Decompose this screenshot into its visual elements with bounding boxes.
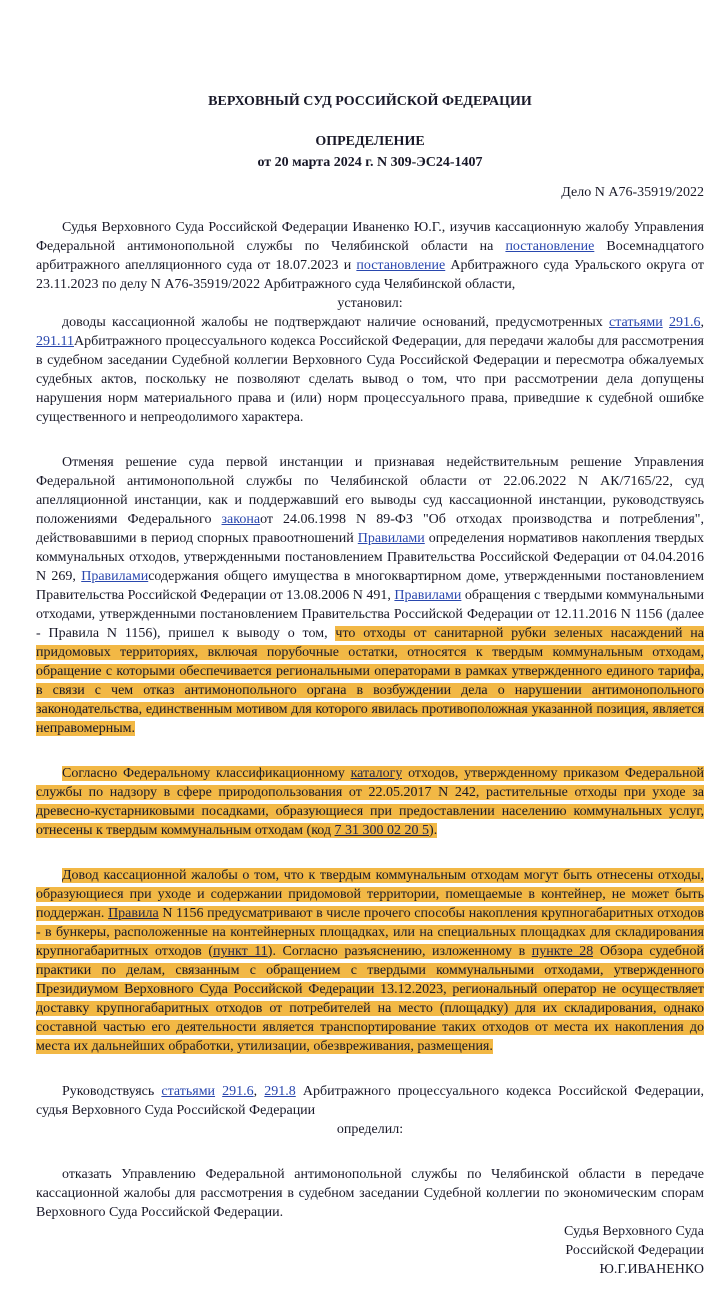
guided-by-paragraph: [36, 1082, 704, 1120]
doc-link[interactable]: 291.11: [36, 334, 74, 349]
text-run: [215, 1084, 222, 1099]
text-run: обращения с твердыми коммунальными отходами, утвержденными постановлением Правительства Российской Федерации от 12.11.2016 N 1156 (далее - Правила N 1156), пришел к выводу о том,: [36, 588, 704, 641]
doc-link[interactable]: каталогу: [350, 766, 403, 781]
text-run: Отменяя решение суда первой инстанции и признавая недействительным решение Управления Федеральной антимонопольной службы по Челябинской области от 22.06.2022 N АК/7165/22, суд апелляционной инстанции, как и поддержавший его выводы суд кассационной инстанции, руководствуясь положениями Федерального: [36, 455, 704, 527]
text-run: доводы кассационной жалобы не подтверждают наличие оснований, предусмотренных: [62, 315, 610, 330]
text-run: ,: [253, 1084, 265, 1099]
text-run: Руководствуясь: [62, 1084, 162, 1099]
highlighted-text: ).: [429, 823, 438, 838]
argument-paragraph: [36, 866, 704, 1056]
doc-link[interactable]: статьями: [161, 1084, 216, 1099]
ruling-paragraph: [36, 1165, 704, 1222]
doc-link[interactable]: пункте 28: [531, 944, 594, 959]
doc-link[interactable]: 7 31 300 02 20 5: [334, 823, 430, 838]
text-run: Арбитражного процессуального кодекса Российской Федерации, судья Верховного Суда Российской Федерации: [36, 1084, 705, 1118]
signature-block: [36, 1222, 704, 1279]
doc-link[interactable]: статьями: [609, 315, 663, 330]
text-run: определения нормативов накопления твердых коммунальных отходов, утвержденными постановлением Правительства Российской Федерации от 04.04.2016 N 269,: [36, 531, 704, 584]
doc-link[interactable]: Правила: [108, 906, 159, 921]
ustanovil-line: установил:: [337, 296, 403, 311]
signature-line: Судья Верховного Суда: [563, 1224, 704, 1239]
case-number: Дело N А76-35919/2022: [561, 185, 704, 200]
doc-link[interactable]: постановление: [356, 258, 446, 273]
signature-line: Российской Федерации: [565, 1243, 704, 1258]
text-run: Арбитражного процессуального кодекса Российской Федерации, для передачи жалобы для рассмотрения в судебном заседании Судебной коллегии Верховного Суда Российской Федерации и пересмотра обжалуемых судебных актов, поскольку не позволяют сделать вывод о том, что при рассмотрении дела допущены нарушения норм материального права и (или) норм процессуального права, приведшие к судебной ошибке существенного и непреодолимого характера.: [36, 334, 704, 425]
signature-line: Ю.Г.ИВАНЕНКО: [599, 1262, 704, 1277]
highlighted-text: Обзора судебной практики по делам, связанным с обращением с твердыми коммунальными отходами, утвержденного Президиумом Верховного Суда Российской Федерации 13.12.2023, региональный оператор не осуществляет доставку крупногабаритных отходов от потребителей на место (площадку) для их складирования, однако составной частью его деятельности является транспортирование таких отходов от места их накопления до места их дальнейших обработки, утилизации, обезвреживания, размещения.: [36, 944, 704, 1054]
doc-link[interactable]: пункт 11: [212, 944, 268, 959]
highlighted-text: N 1156 предусматривают в числе прочего способы накопления крупногабаритных отходов - в бункеры, расположенные на контейнерных площадках, или на специальных площадках для складирования крупногабаритных отходов (: [36, 906, 704, 959]
grounds-paragraph: [36, 313, 704, 427]
doc-link[interactable]: закона: [221, 512, 261, 527]
text-run: Восемнадцатого арбитражного апелляционного суда от 18.07.2023 и: [36, 239, 704, 273]
highlighted-text: Довод кассационной жалобы о том, что к твердым коммунальным отходам могут быть отнесены отходы, образующиеся при уходе и содержании придомовой территории, помещаемые в контейнер, не может быть поддержан.: [36, 868, 704, 921]
highlighted-text: отходов, утвержденному приказом Федеральной службы по надзору в сфере природопользования от 22.05.2017 N 242, растительные отходы при уходе за древесно-кустарниковыми посадками, образующиеся при предоставлении населению коммунальных услуг, отнесены к твердым коммунальным отходам (код: [36, 766, 704, 838]
intro-paragraph: [36, 218, 704, 294]
highlighted-text: Согласно Федеральному классификационному: [62, 766, 351, 781]
text-run: отказать Управлению Федеральной антимонопольной службы по Челябинской области в передаче кассационной жалобы для рассмотрения в судебном заседании Судебной коллегии по экономическим спорам Верховного Суда Российской Федерации.: [36, 1167, 704, 1220]
catalog-paragraph: [36, 764, 704, 840]
text-run: содержания общего имущества в многоквартирном доме, утвержденными постановлением Правительства Российской Федерации от 13.08.2006 N 491,: [36, 569, 704, 603]
doc-link[interactable]: 291.6: [222, 1084, 254, 1099]
doc-link[interactable]: Правилами: [394, 588, 462, 603]
doc-link[interactable]: Правилами: [81, 569, 149, 584]
doc-link[interactable]: постановление: [505, 239, 595, 254]
court-name: ВЕРХОВНЫЙ СУД РОССИЙСКОЙ ФЕДЕРАЦИИ: [208, 94, 532, 109]
text-run: ,: [700, 315, 704, 330]
text-run: Арбитражного суда Уральского округа от 23.11.2023 по делу N А76-35919/2022 Арбитражного суда Челябинской области,: [36, 258, 704, 292]
document-date-number: от 20 марта 2024 г. N 309-ЭС24-1407: [257, 155, 483, 170]
highlighted-text: что отходы от санитарной рубки зеленых насаждений на придомовых территориях, включая порубочные остатки, относятся к твердым коммунальным отходам, обращение с которыми обеспечивается региональными операторами в рамках утвержденного единого тарифа, в связи с чем отказ антимонопольного органа в возбуждении дела о нарушении антимонопольного законодательства, единственным мотивом для которого явилась противоположная указанной позиция, является неправомерным.: [36, 626, 704, 736]
doc-link[interactable]: 291.6: [669, 315, 701, 330]
text-run: Судья Верховного Суда Российской Федерации Иваненко Ю.Г., изучив кассационную жалобу Управления Федеральной антимонопольной службы по Челябинской области на: [36, 220, 704, 254]
opredelil-line: определил:: [336, 1122, 404, 1137]
highlighted-text: ). Согласно разъяснению, изложенному в: [267, 944, 532, 959]
text-run: от 24.06.1998 N 89-ФЗ "Об отходах производства и потребления", действовавшими в период спорных правоотношений: [36, 512, 704, 546]
reasoning-paragraph: [36, 453, 704, 738]
doc-link[interactable]: Правилами: [357, 531, 425, 546]
document-type: ОПРЕДЕЛЕНИЕ: [315, 134, 425, 149]
doc-body: [36, 218, 704, 1222]
doc-link[interactable]: 291.8: [264, 1084, 296, 1099]
